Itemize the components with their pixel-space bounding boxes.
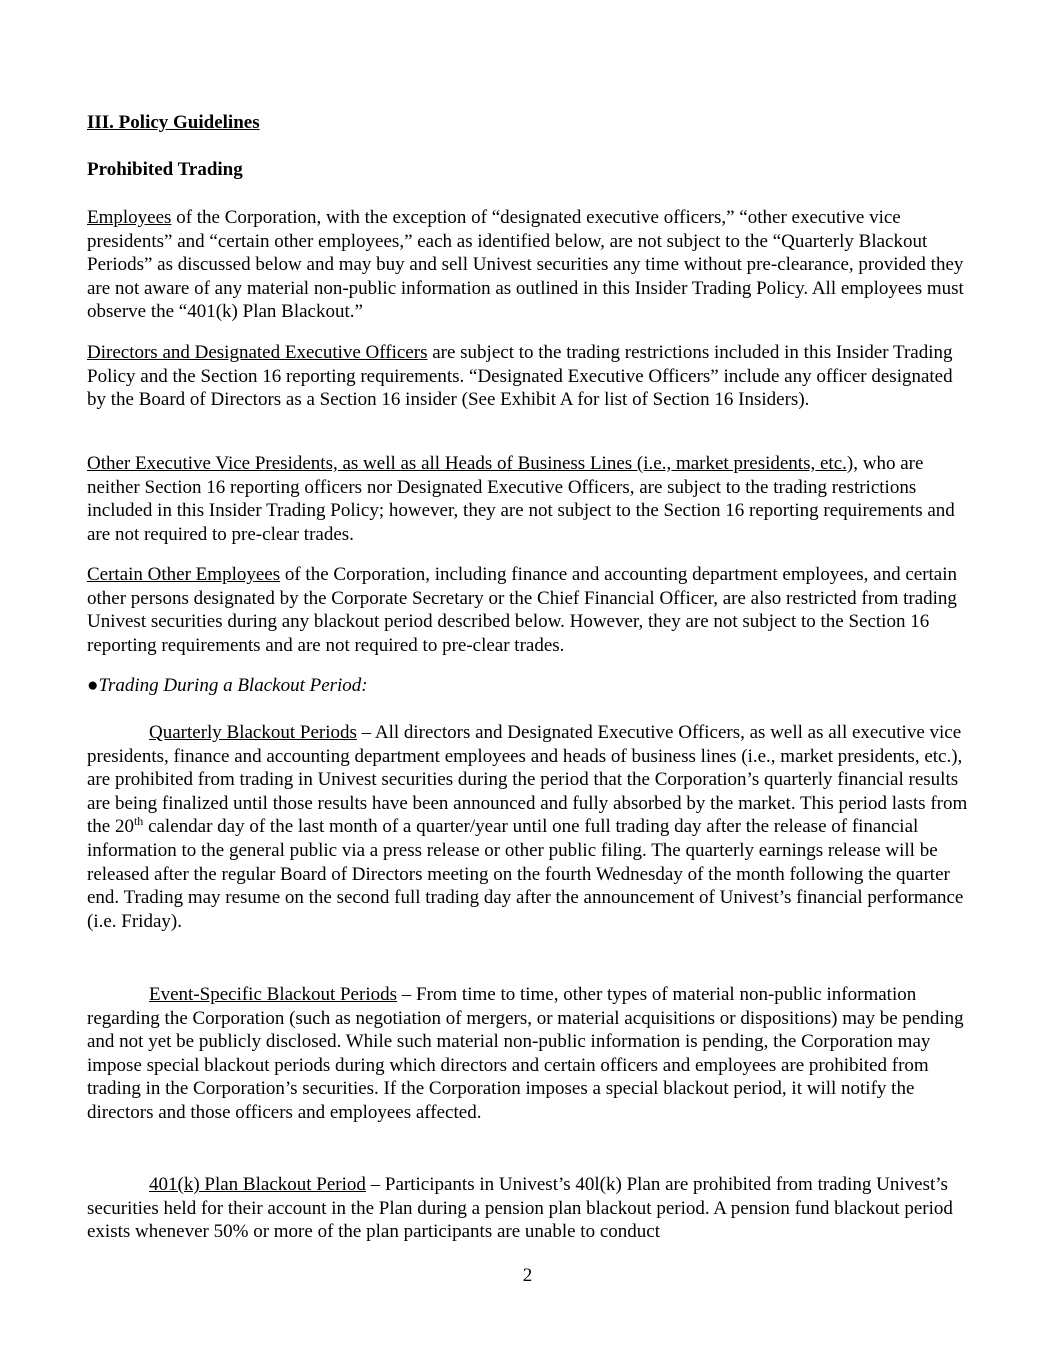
- subheading-prohibited-trading: Prohibited Trading: [87, 159, 243, 180]
- paragraph-employees: [87, 206, 972, 324]
- event-specific-text: – From time to time, other types of material non-public information regarding the Corporation (such as negotiation of mergers, or material acquisitions or dispositions) may be pending and not yet be publicly disclosed. While such material non-public information is pending, the Corporation may impose special blackout periods during which directors and certain officers and employees are prohibited from trading in the Corporation’s securities. If the Corporation imposes a special blackout period, it will notify the directors and those officers and employees affected.: [87, 984, 964, 1123]
- term-employees: Employees: [87, 207, 172, 228]
- quarterly-text-part-2: calendar day of the last month of a quarter/year until one full trading day after the release of financial information to the general public via a press release or other public filing. The quarterly earnings release will be released after the regular Board of Directors meeting on the fourth Wednesday of the month following the quarter end. Trading may resume on the second full trading day after the announcement of Univest’s financial performance (i.e. Friday).: [87, 816, 964, 932]
- paragraph-401k-blackout: [87, 1173, 972, 1244]
- term-quarterly-blackout: Quarterly Blackout Periods: [149, 722, 357, 743]
- paragraph-event-specific-blackout: [87, 983, 972, 1125]
- paragraph-certain-other-employees: [87, 563, 972, 657]
- term-401k-blackout: 401(k) Plan Blackout Period: [149, 1174, 366, 1195]
- paragraph-quarterly-blackout: [87, 721, 972, 933]
- plan-401k-text: – Participants in Univest’s 40l(k) Plan are prohibited from trading Univest’s securities held for their account in the Plan during a pension plan blackout period. A pension fund blackout period exists whenever 50% or more of the plan participants are unable to conduct: [87, 1174, 953, 1243]
- blackout-heading: [87, 674, 972, 698]
- term-event-specific-blackout: Event-Specific Blackout Periods: [149, 984, 397, 1005]
- paragraph-directors: [87, 341, 972, 412]
- term-directors: Directors and Designated Executive Officers: [87, 342, 428, 363]
- paragraph-certain-other-text: of the Corporation, including finance and accounting department employees, and certain other persons designated by the Corporate Secretary or the Chief Financial Officer, are also restricted from trading Univest securities during any blackout period described below. However, they are not subject to the Section 16 reporting requirements and are not required to pre-clear trades.: [87, 564, 958, 656]
- term-other-evps: Other Executive Vice Presidents, as well as all Heads of Business Lines (i.e., market presidents, etc.),: [87, 453, 858, 474]
- ordinal-suffix: th: [133, 814, 144, 829]
- blackout-heading-text: Trading During a Blackout Period:: [98, 675, 368, 696]
- quarterly-text-part-1: – All directors and Designated Executive Officers, as well as all executive vice presidents, finance and accounting department employees and heads of business lines (i.e., market presidents, etc.), are prohibited from trading in Univest securities during the period that the Corporation’s quarterly financial results are being finalized until those results have been announced and fully absorbed by the market. This period lasts from the 20: [87, 722, 968, 838]
- paragraph-other-evps: [87, 452, 972, 546]
- term-certain-other-employees: Certain Other Employees: [87, 564, 281, 585]
- paragraph-directors-text: are subject to the trading restrictions included in this Insider Trading Policy and the Section 16 reporting requirements. “Designated Executive Officers” include any officer designated by the Board of Directors as a Section 16 insider (See Exhibit A for list of Section 16 Insiders).: [87, 342, 953, 411]
- paragraph-other-evps-text: who are neither Section 16 reporting officers nor Designated Executive Officers, are subject to the trading restrictions included in this Insider Trading Policy; however, they are not subject to the Section 16 reporting requirements and are not required to pre-clear trades.: [87, 453, 955, 545]
- page-number: 2: [522, 1265, 533, 1286]
- bullet-icon: ●: [87, 675, 99, 696]
- paragraph-employees-text: of the Corporation, with the exception of “designated executive officers,” “other executive vice presidents” and “certain other employees,” each as identified below, are not subject to the “Quarterly Blackout Periods” as discussed below and may buy and sell Univest securities any time without pre-clearance, provided they are not aware of any material non-public information as outlined in this Insider Trading Policy. All employees must observe the “401(k) Plan Blackout.”: [87, 207, 964, 323]
- section-heading: III. Policy Guidelines: [87, 112, 260, 133]
